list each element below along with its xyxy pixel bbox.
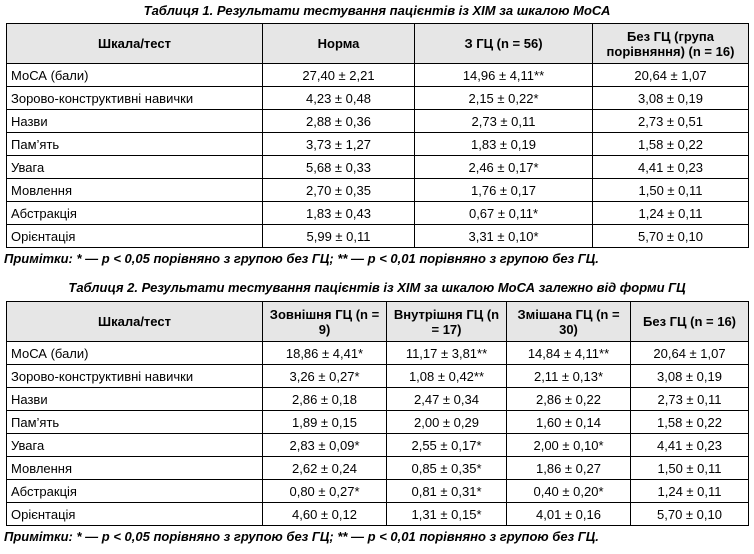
table2-cell: 2,55 ± 0,17* bbox=[387, 434, 507, 457]
table1-header-cell: Норма bbox=[263, 24, 415, 64]
table1-cell: 27,40 ± 2,21 bbox=[263, 64, 415, 87]
table1-cell: Орієнтація bbox=[7, 225, 263, 248]
table1-cell: 2,88 ± 0,36 bbox=[263, 110, 415, 133]
table1-cell: 2,15 ± 0,22* bbox=[415, 87, 593, 110]
table2-cell: 2,86 ± 0,18 bbox=[263, 388, 387, 411]
table2-header-row bbox=[7, 302, 749, 342]
table1-cell: 2,73 ± 0,11 bbox=[415, 110, 593, 133]
table2-row bbox=[7, 434, 749, 457]
table1-cell: 1,58 ± 0,22 bbox=[593, 133, 749, 156]
table1-cell: 0,67 ± 0,11* bbox=[415, 202, 593, 225]
table2-cell: 0,81 ± 0,31* bbox=[387, 480, 507, 503]
table2-row bbox=[7, 503, 749, 526]
table2-cell: 5,70 ± 0,10 bbox=[631, 503, 749, 526]
table1-cell: 3,08 ± 0,19 bbox=[593, 87, 749, 110]
table2-cell: 2,00 ± 0,10* bbox=[507, 434, 631, 457]
table1-cell: Назви bbox=[7, 110, 263, 133]
table1-cell: Мовлення bbox=[7, 179, 263, 202]
table2-cell: 1,24 ± 0,11 bbox=[631, 480, 749, 503]
table2-cell: МоСА (бали) bbox=[7, 342, 263, 365]
table1-row bbox=[7, 202, 749, 225]
table2-cell: 0,85 ± 0,35* bbox=[387, 457, 507, 480]
table1-note: Примітки: * — р < 0,05 порівняно з групою без ГЦ; ** — р < 0,01 порівняно з групою без ГЦ. bbox=[4, 251, 599, 266]
table1-cell: 5,99 ± 0,11 bbox=[263, 225, 415, 248]
table1-cell: 1,83 ± 0,43 bbox=[263, 202, 415, 225]
table1-cell: 2,70 ± 0,35 bbox=[263, 179, 415, 202]
table2-cell: 4,41 ± 0,23 bbox=[631, 434, 749, 457]
table1-cell: 1,50 ± 0,11 bbox=[593, 179, 749, 202]
table2-cell: Абстракція bbox=[7, 480, 263, 503]
table2-cell: 2,86 ± 0,22 bbox=[507, 388, 631, 411]
table2-row bbox=[7, 480, 749, 503]
table2-row bbox=[7, 342, 749, 365]
table2-cell: 18,86 ± 4,41* bbox=[263, 342, 387, 365]
table1-cell: 4,23 ± 0,48 bbox=[263, 87, 415, 110]
table1-row bbox=[7, 225, 749, 248]
table2-header-cell: Без ГЦ (n = 16) bbox=[631, 302, 749, 342]
table2-cell: 3,26 ± 0,27* bbox=[263, 365, 387, 388]
table2-cell: 3,08 ± 0,19 bbox=[631, 365, 749, 388]
table1-header-cell: Шкала/тест bbox=[7, 24, 263, 64]
table2-cell: 4,60 ± 0,12 bbox=[263, 503, 387, 526]
table2-cell: 11,17 ± 3,81** bbox=[387, 342, 507, 365]
table2-header-cell: Шкала/тест bbox=[7, 302, 263, 342]
table1-caption: Таблиця 1. Результати тестування пацієнтів із ХІМ за шкалою МоСА bbox=[143, 3, 611, 18]
table1-cell: 5,70 ± 0,10 bbox=[593, 225, 749, 248]
table1-cell: 3,73 ± 1,27 bbox=[263, 133, 415, 156]
table2-cell: 4,01 ± 0,16 bbox=[507, 503, 631, 526]
table1-row bbox=[7, 64, 749, 87]
table1-row bbox=[7, 87, 749, 110]
table1-cell: 1,24 ± 0,11 bbox=[593, 202, 749, 225]
table2-cell: 0,40 ± 0,20* bbox=[507, 480, 631, 503]
table2-header-cell: Змішана ГЦ (n = 30) bbox=[507, 302, 631, 342]
table2-note: Примітки: * — р < 0,05 порівняно з групою без ГЦ; ** — р < 0,01 порівняно з групою без ГЦ. bbox=[4, 529, 599, 544]
table1-cell: 5,68 ± 0,33 bbox=[263, 156, 415, 179]
table2-cell: 1,60 ± 0,14 bbox=[507, 411, 631, 434]
table2-row bbox=[7, 411, 749, 434]
table1-cell: МоСА (бали) bbox=[7, 64, 263, 87]
table1-cell: 2,73 ± 0,51 bbox=[593, 110, 749, 133]
table1-header-cell: З ГЦ (n = 56) bbox=[415, 24, 593, 64]
table2-cell: 2,11 ± 0,13* bbox=[507, 365, 631, 388]
table2-cell: 1,31 ± 0,15* bbox=[387, 503, 507, 526]
table2-cell: 2,62 ± 0,24 bbox=[263, 457, 387, 480]
table2-cell: 0,80 ± 0,27* bbox=[263, 480, 387, 503]
table2 bbox=[6, 301, 749, 526]
table2-cell: 2,83 ± 0,09* bbox=[263, 434, 387, 457]
table1-row bbox=[7, 179, 749, 202]
table2-cell: 14,84 ± 4,11** bbox=[507, 342, 631, 365]
table1-cell: 20,64 ± 1,07 bbox=[593, 64, 749, 87]
table2-cell: Назви bbox=[7, 388, 263, 411]
table2-cell: Зорово-конструктивні навички bbox=[7, 365, 263, 388]
table2-header-cell: Зовнішня ГЦ (n = 9) bbox=[263, 302, 387, 342]
table2-cell: Мовлення bbox=[7, 457, 263, 480]
table2-cell: Орієнтація bbox=[7, 503, 263, 526]
table2-row bbox=[7, 388, 749, 411]
table2-cell: Увага bbox=[7, 434, 263, 457]
table1-cell: 4,41 ± 0,23 bbox=[593, 156, 749, 179]
table2-cell: 1,89 ± 0,15 bbox=[263, 411, 387, 434]
table1-cell: 14,96 ± 4,11** bbox=[415, 64, 593, 87]
table1 bbox=[6, 23, 749, 248]
table2-cell: 1,58 ± 0,22 bbox=[631, 411, 749, 434]
table1-header-cell: Без ГЦ (група порівняння) (n = 16) bbox=[593, 24, 749, 64]
table2-cell: 1,50 ± 0,11 bbox=[631, 457, 749, 480]
table1-header-row bbox=[7, 24, 749, 64]
table2-row bbox=[7, 457, 749, 480]
table2-cell: 2,47 ± 0,34 bbox=[387, 388, 507, 411]
table1-cell: Пам’ять bbox=[7, 133, 263, 156]
table2-caption: Таблиця 2. Результати тестування пацієнтів із ХІМ за шкалою МоСА залежно від форми ГЦ bbox=[68, 280, 686, 295]
table1-cell: 1,83 ± 0,19 bbox=[415, 133, 593, 156]
table2-header-cell: Внутрішня ГЦ (n = 17) bbox=[387, 302, 507, 342]
table2-cell: 1,08 ± 0,42** bbox=[387, 365, 507, 388]
table2-cell: 1,86 ± 0,27 bbox=[507, 457, 631, 480]
table1-cell: 3,31 ± 0,10* bbox=[415, 225, 593, 248]
table1-cell: Абстракція bbox=[7, 202, 263, 225]
table2-cell: 20,64 ± 1,07 bbox=[631, 342, 749, 365]
table2-cell: 2,00 ± 0,29 bbox=[387, 411, 507, 434]
table1-row bbox=[7, 133, 749, 156]
table1-row bbox=[7, 156, 749, 179]
table2-cell: Пам’ять bbox=[7, 411, 263, 434]
table1-cell: 2,46 ± 0,17* bbox=[415, 156, 593, 179]
table2-row bbox=[7, 365, 749, 388]
table2-cell: 2,73 ± 0,11 bbox=[631, 388, 749, 411]
table1-cell: Зорово-конструктивні навички bbox=[7, 87, 263, 110]
table1-cell: 1,76 ± 0,17 bbox=[415, 179, 593, 202]
table1-cell: Увага bbox=[7, 156, 263, 179]
table1-row bbox=[7, 110, 749, 133]
